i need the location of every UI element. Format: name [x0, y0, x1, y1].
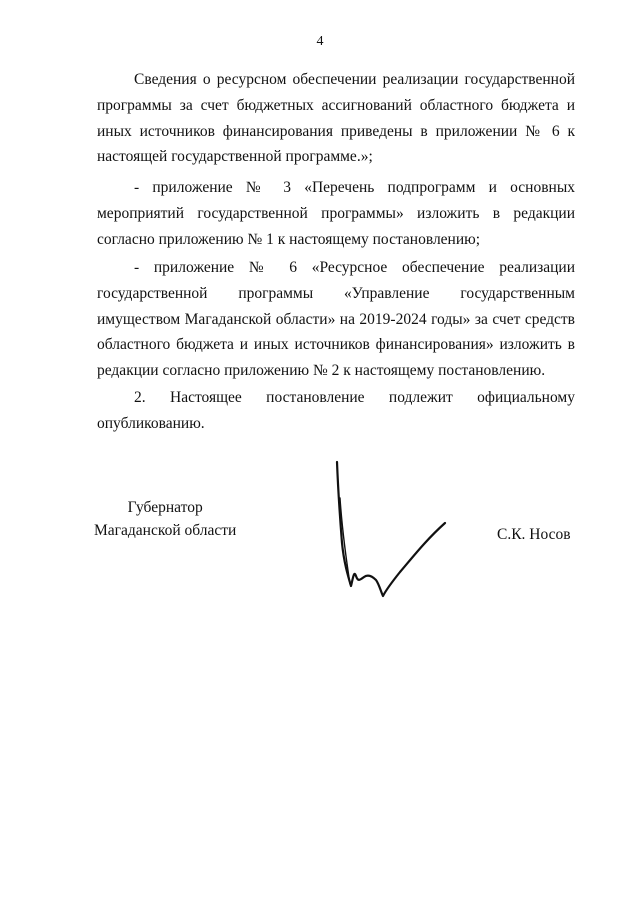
- paragraph-appendix-3: [97, 175, 575, 252]
- paragraph-text: - приложение № 6 «Ресурсное обеспечение реализации государственной программы «Управление государственным имуществом Магаданской области» на 2019-2024 годы» за счет средств областного бюджета и иных источников финансирования» изложить в редакции согласно приложению № 2 к настоящему постановлению.: [97, 259, 575, 380]
- paragraph-resource-info: [97, 67, 575, 170]
- signer-title-line1: Губернатор: [127, 499, 203, 516]
- signer-title: [94, 496, 236, 542]
- signer-title-line2: Магаданской области: [94, 522, 237, 539]
- handwritten-signature: [326, 458, 456, 603]
- page-number: 4: [316, 34, 324, 49]
- paragraph-publication: [97, 385, 575, 437]
- paragraph-text: Сведения о ресурсном обеспечении реализации государственной программы за счет бюджетных ассигнований областного бюджета и иных источников финансирования приведены в приложении № 6 к настоящей государственной программе.»;: [97, 71, 575, 166]
- paragraph-text: 2. Настоящее постановление подлежит официальному опубликованию.: [97, 389, 575, 432]
- paragraph-appendix-6: [97, 255, 575, 384]
- signer-name: С.К. Носов: [497, 526, 571, 543]
- paragraph-text: - приложение № 3 «Перечень подпрограмм и основных мероприятий государственной программы» изложить в редакции согласно приложению № 1 к настоящему постановлению;: [97, 179, 575, 248]
